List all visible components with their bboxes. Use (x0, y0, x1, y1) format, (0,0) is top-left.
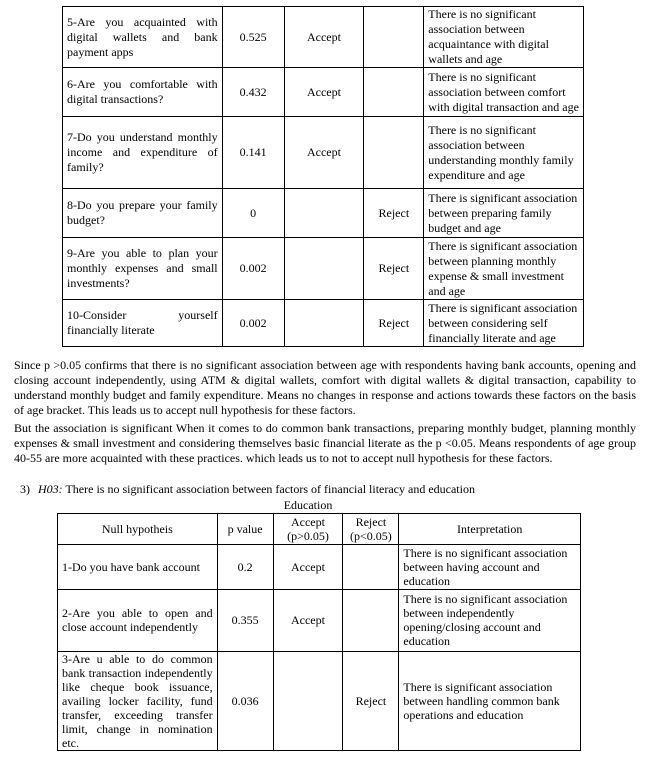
age-findings-paragraph: Since p >0.05 confirms that there is no significant association between age with respondents having bank accounts, opening and closing account independently, using ATM & digital wallets, comfort with digital wallets & digital transaction, capability to understand monthly budget and family expenditure. Means no changes in response and actions towards these factors on the basis of age bracket. This leads us to accept null hypothesis for these factors. (14, 358, 636, 417)
p-value-cell: 0.002 (222, 238, 284, 300)
table-row (58, 544, 581, 589)
group-header-education: Education (283, 498, 333, 513)
table-header-row (58, 513, 581, 544)
reject-cell (364, 7, 424, 68)
interpretation-cell: There is no significant association between comfort with digital transaction and age (424, 68, 584, 117)
p-value-cell: 0.002 (222, 300, 284, 347)
interpretation-cell: There is no significant association between understanding monthly family expenditure and age (424, 117, 584, 189)
null-hypothesis-cell: 6-Are you comfortable with digital transactions? (63, 68, 223, 117)
hypothesis-id: H03: (38, 482, 63, 496)
accept-cell: Accept (284, 117, 364, 189)
null-hypothesis-cell: 5-Are you acquainted with digital wallets and bank payment apps (63, 7, 223, 68)
interpretation-cell: There is significant association between preparing family budget and age (424, 189, 584, 238)
null-hypothesis-cell: 10-Consider yourself financially literate (63, 300, 223, 347)
hypothesis-heading (20, 482, 475, 497)
accept-cell (273, 651, 343, 750)
interpretation-cell: There is no significant association between independently opening/closing account and education (399, 589, 581, 651)
p-value-cell: 0.2 (217, 544, 273, 589)
null-hypothesis-cell: 2-Are you able to open and close account independently (58, 589, 218, 651)
interpretation-cell: There is significant association between considering self financially literate and age (424, 300, 584, 347)
reject-cell (343, 589, 399, 651)
accept-cell (284, 189, 364, 238)
table-row (58, 589, 581, 651)
accept-cell (284, 238, 364, 300)
interpretation-cell: There is no significant association between having account and education (399, 544, 581, 589)
accept-cell (284, 300, 364, 347)
table-row (58, 651, 581, 750)
reject-cell: Reject (364, 189, 424, 238)
p-value-cell: 0.525 (222, 7, 284, 68)
null-hypothesis-cell: 8-Do you prepare your family budget? (63, 189, 223, 238)
col-header-p-value: p value (217, 513, 273, 544)
table-group-header-row (58, 498, 581, 513)
null-hypothesis-cell: 7-Do you understand monthly income and expenditure of family? (63, 117, 223, 189)
accept-cell: Accept (284, 68, 364, 117)
col-header-interpretation: Interpretation (399, 513, 581, 544)
p-value-cell: 0.141 (222, 117, 284, 189)
null-hypothesis-cell: 3-Are u able to do common bank transaction independently like cheque book issuance, availing locker facility, fund transfer, exceeding transfer limit, change in nomination etc. (58, 651, 218, 750)
age-association-table (62, 6, 584, 347)
reject-cell: Reject (364, 300, 424, 347)
reject-cell: Reject (364, 238, 424, 300)
interpretation-cell: There is no significant association between acquaintance with digital wallets and age (424, 7, 584, 68)
col-header-null-hypothesis: Null hypotheis (58, 513, 218, 544)
age-significance-paragraph: But the association is significant When it comes to do common bank transactions, preparing monthly budget, planning monthly expenses & small investment and considering themselves basic financial literate as the p <0.05. Means respondents of age group 40-55 are more acquainted with these practices. which leads us to not to accept null hypothesis for these factors. (14, 421, 636, 465)
null-hypothesis-cell: 9-Are you able to plan your monthly expenses and small investments? (63, 238, 223, 300)
table-row (63, 117, 584, 189)
table-row (63, 300, 584, 347)
col-header-reject: Reject (p<0.05) (343, 513, 399, 544)
accept-cell: Accept (273, 589, 343, 651)
interpretation-cell: There is significant association between handling common bank operations and education (399, 651, 581, 750)
reject-cell (364, 68, 424, 117)
table-row (63, 189, 584, 238)
hypothesis-text: There is no significant association between factors of financial literacy and education (65, 482, 475, 496)
accept-cell: Accept (273, 544, 343, 589)
interpretation-cell: There is significant association between planning monthly expense & small investment and age (424, 238, 584, 300)
table-row (63, 7, 584, 68)
col-header-accept: Accept (p>0.05) (273, 513, 343, 544)
accept-cell: Accept (284, 7, 364, 68)
reject-cell: Reject (343, 651, 399, 750)
p-value-cell: 0.432 (222, 68, 284, 117)
reject-cell (364, 117, 424, 189)
table-row (63, 68, 584, 117)
p-value-cell: 0 (222, 189, 284, 238)
p-value-cell: 0.355 (217, 589, 273, 651)
null-hypothesis-cell: 1-Do you have bank account (58, 544, 218, 589)
hypothesis-number: 3) (20, 482, 30, 496)
reject-cell (343, 544, 399, 589)
education-association-table (57, 498, 581, 751)
table-row (63, 238, 584, 300)
p-value-cell: 0.036 (217, 651, 273, 750)
